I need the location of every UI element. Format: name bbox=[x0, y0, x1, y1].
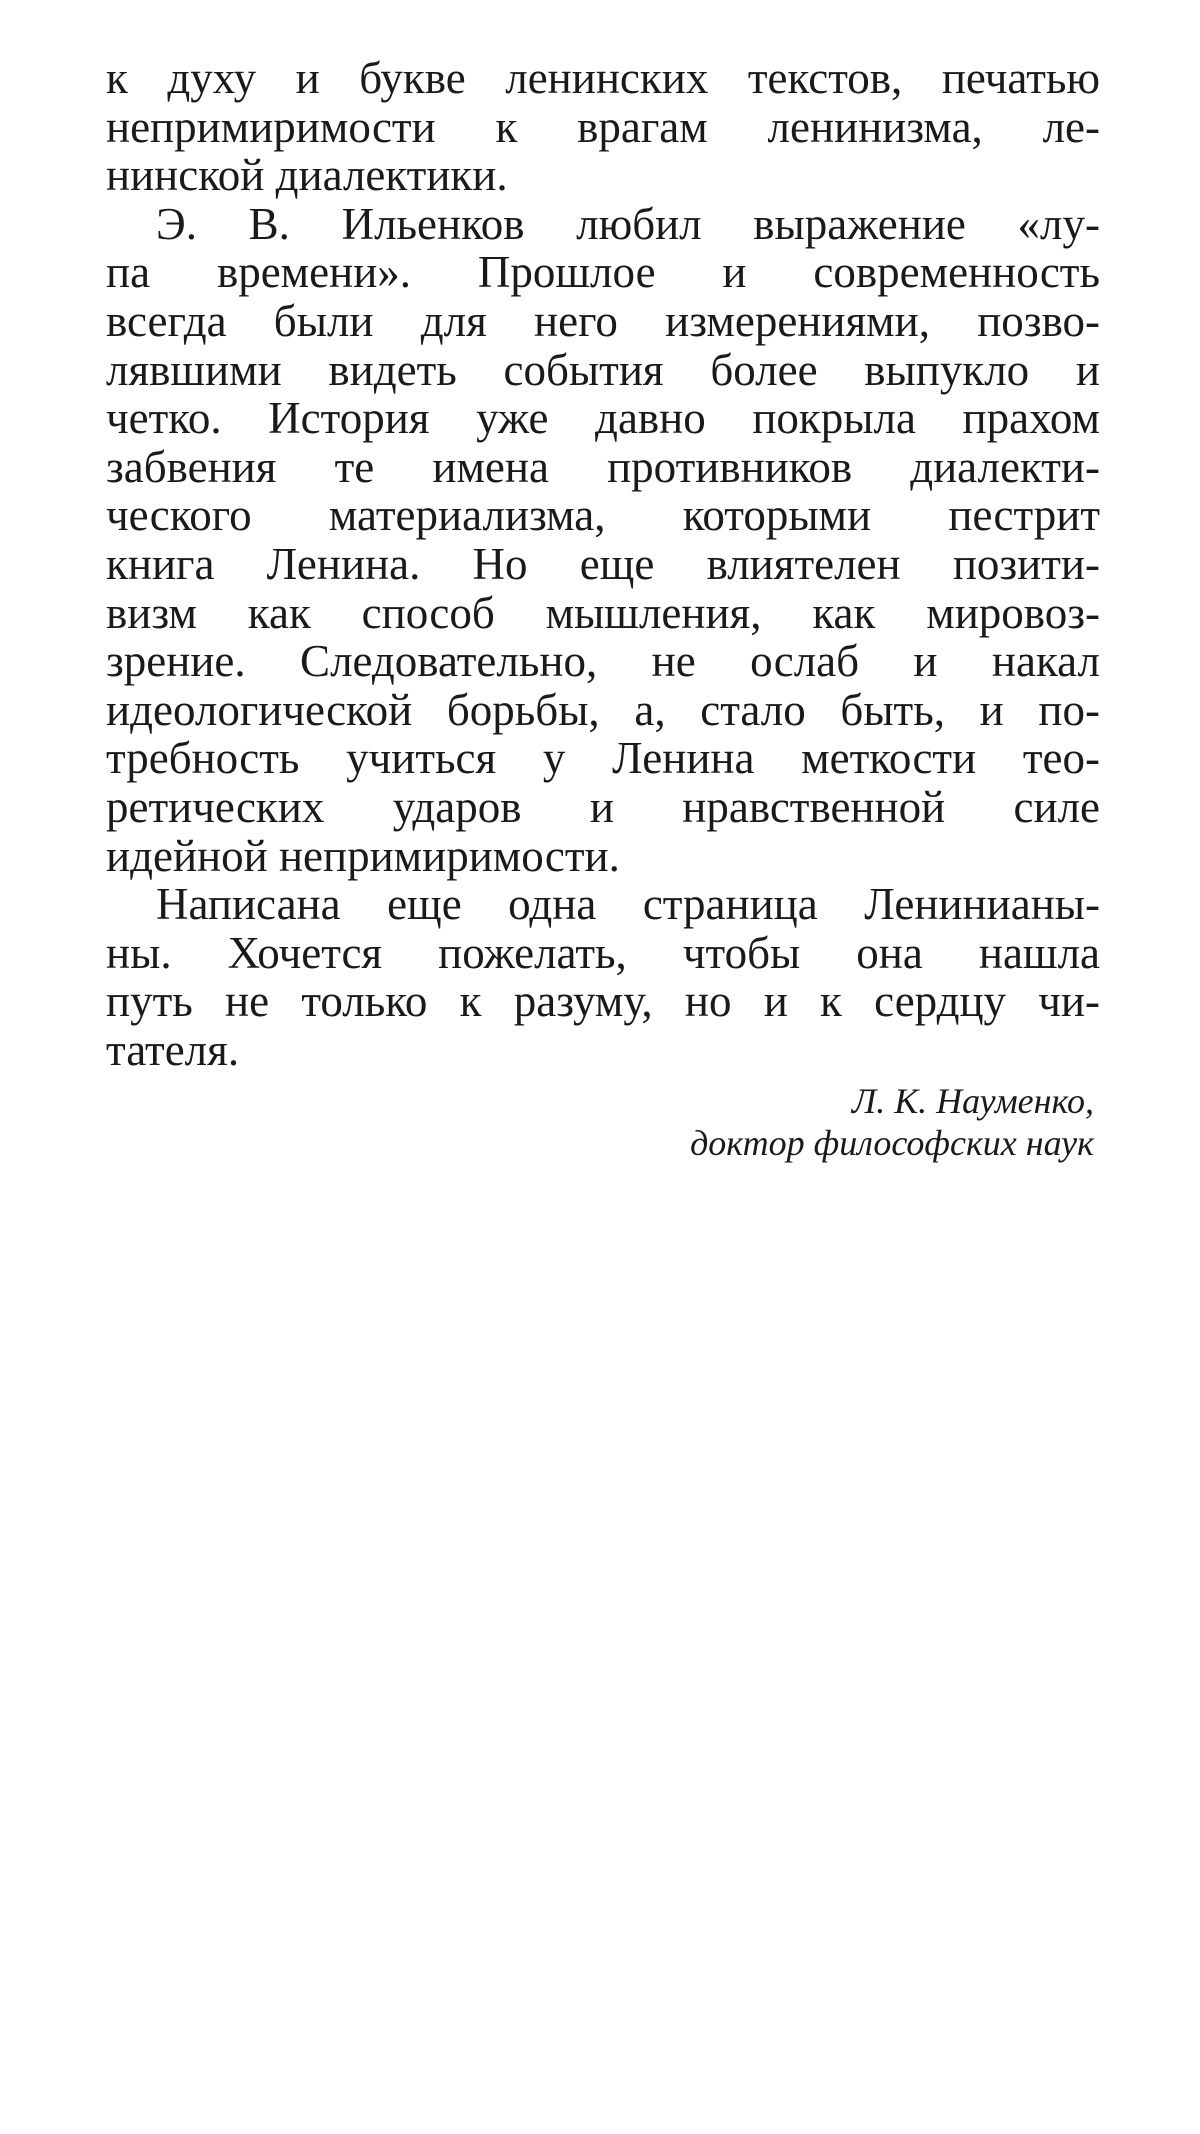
text-line: книга Ленина. Но еще влиятелен позити- bbox=[106, 538, 1100, 589]
text-line: нинской диалектики. bbox=[106, 150, 508, 201]
text-line: тателя. bbox=[106, 1024, 240, 1075]
signature bbox=[690, 1080, 1094, 1164]
text-line: па времени». Прошлое и современность bbox=[106, 247, 1100, 298]
text-line: ны. Хочется пожелать, чтобы она нашла bbox=[106, 927, 1100, 978]
text-line: идеологической борьбы, а, стало быть, и по- bbox=[106, 684, 1100, 735]
text-line: четко. История уже давно покрыла прахом bbox=[106, 393, 1100, 444]
author-name: Л. К. Науменко, bbox=[851, 1081, 1094, 1121]
text-line: Э. В. Ильенков любил выражение «лу- bbox=[156, 198, 1100, 249]
body-text bbox=[106, 54, 1100, 1074]
text-line: ретических ударов и нравственной силе bbox=[106, 781, 1100, 832]
text-line: визм как способ мышления, как мировоз- bbox=[106, 587, 1100, 638]
author-title: доктор философских наук bbox=[690, 1123, 1094, 1163]
text-line: идейной непримиримости. bbox=[106, 830, 620, 881]
paragraph-2 bbox=[106, 200, 1100, 880]
paragraph-1 bbox=[106, 54, 1100, 200]
text-line: всегда были для него измерениями, позво- bbox=[106, 295, 1100, 346]
text-line: зрение. Следовательно, не ослаб и накал bbox=[106, 636, 1100, 687]
text-line: забвения те имена противников диалекти- bbox=[106, 441, 1100, 492]
paragraph-3 bbox=[106, 880, 1100, 1074]
text-line: непримиримости к врагам ленинизма, ле- bbox=[106, 101, 1100, 152]
text-line: к духу и букве ленинских текстов, печатью bbox=[106, 53, 1100, 103]
text-line: путь не только к разуму, но и к сердцу чи- bbox=[106, 976, 1100, 1027]
text-line: ческого материализма, которыми пестрит bbox=[106, 490, 1100, 541]
text-line: требность учиться у Ленина меткости тео- bbox=[106, 733, 1100, 784]
text-line: Написана еще одна страница Ленинианы- bbox=[156, 879, 1100, 930]
text-line: лявшими видеть события более выпукло и bbox=[106, 344, 1100, 395]
